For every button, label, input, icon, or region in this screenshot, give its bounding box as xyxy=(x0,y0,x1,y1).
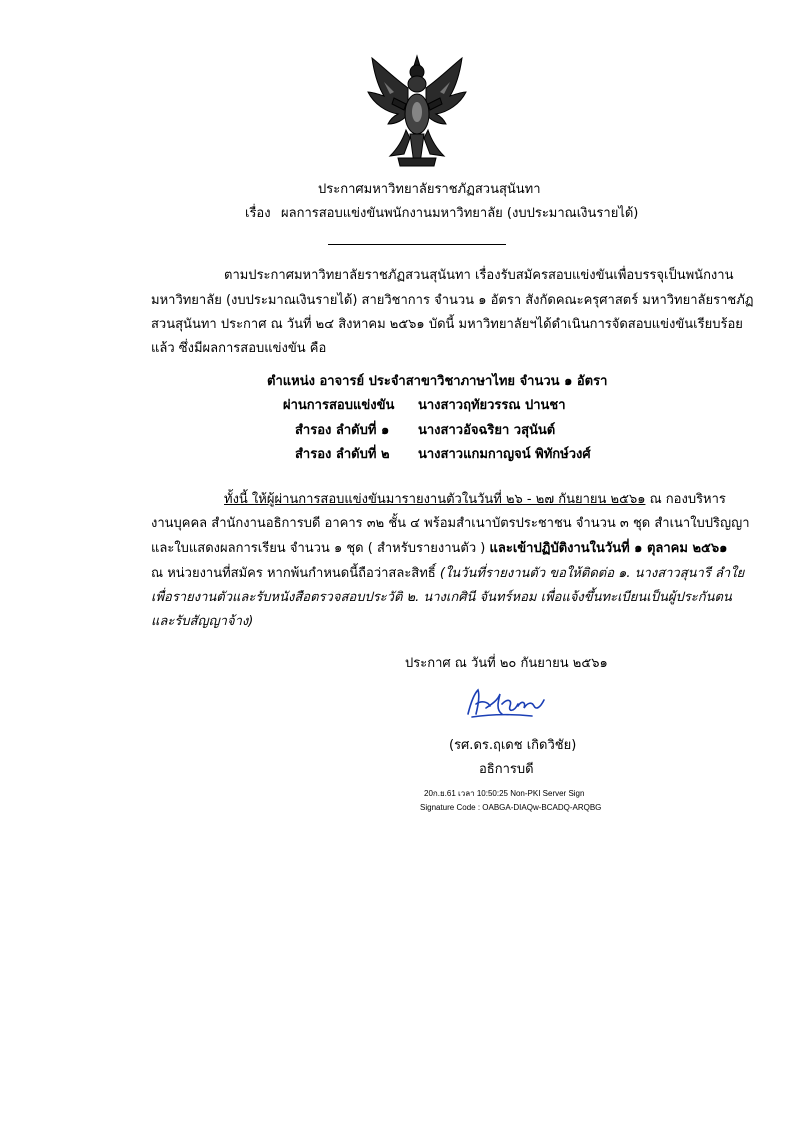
report-date-text: ทั้งนี้ ให้ผู้ผ่านการสอบแข่งขันมารายงานตัวในวันที่ ๒๖ - ๒๗ กันยายน ๒๕๖๑ xyxy=(224,492,646,507)
document-title: ประกาศมหาวิทยาลัยราชภัฏสวนสุนันทา xyxy=(318,182,541,197)
garuda-emblem-icon xyxy=(364,52,470,170)
contact-text: (ในวันที่รายงานตัว ขอให้ติดต่อ ๑. นางสาวสุนารี ลำใย xyxy=(439,566,745,581)
position-heading: ตำแหน่ง อาจารย์ ประจำสาขาวิชาภาษาไทย จำนวน ๑ อัตรา xyxy=(267,374,608,389)
forfeit-text: ณ หน่วยงานที่สมัคร หากพ้นกำหนดนี้ถือว่าสละสิทธิ์ xyxy=(151,566,436,581)
passed-name: นางสาวฤทัยวรรณ ปานชา xyxy=(418,398,566,413)
instruction-line-1 xyxy=(224,492,726,508)
reserve-1-name: นางสาวอัจฉริยา วสุนันต์ xyxy=(418,423,556,438)
instruction-line-4 xyxy=(151,566,744,582)
reserve-2-name: นางสาวแกมกาญจน์ พิทักษ์วงศ์ xyxy=(418,447,591,462)
subject-text: ผลการสอบแข่งขันพนักงานมหาวิทยาลัย (งบประมาณเงินรายได้) xyxy=(281,206,639,221)
reserve-2-label: สำรอง ลำดับที่ ๒ xyxy=(295,447,390,462)
announce-date: ประกาศ ณ วันที่ ๒๐ กันยายน ๒๕๖๑ xyxy=(405,656,608,671)
signer-title: อธิการบดี xyxy=(479,762,534,777)
passed-label: ผ่านการสอบแข่งขัน xyxy=(283,398,395,413)
reserve-1-label: สำรอง ลำดับที่ ๑ xyxy=(295,423,390,438)
instruction-line-2: งานบุคคล สำนักงานอธิการบดี อาคาร ๓๒ ชั้น ๔ พร้อมสำเนาบัตรประชาชน จำนวน ๓ ชุด สำเนาใบปริญญา xyxy=(151,516,750,531)
intro-line-1: ตามประกาศมหาวิทยาลัยราชภัฏสวนสุนันทา เรื่องรับสมัครสอบแข่งขันเพื่อบรรจุเป็นพนักงาน xyxy=(224,268,734,283)
instruction-line-5: เพื่อรายงานตัวและรับหนังสือตรวจสอบประวัติ ๒. นางเกศินี จันทร์หอม เพื่อแจ้งขึ้นทะเบียนเป็นผู้ประกันตน xyxy=(151,590,732,605)
documents-text: และใบแสดงผลการเรียน จำนวน ๑ ชุด ( สำหรับรายงานตัว ) xyxy=(151,541,486,556)
intro-line-2: มหาวิทยาลัย (งบประมาณเงินรายได้) สายวิชาการ จำนวน ๑ อัตรา สังกัดคณะครุศาสตร์ มหาวิทยาลัยราชภัฏ xyxy=(151,293,754,308)
report-location-text: ณ กองบริหาร xyxy=(649,492,726,507)
intro-line-4: แล้ว ซึ่งมีผลการสอบแข่งขัน คือ xyxy=(151,341,327,356)
start-date-text: และเข้าปฏิบัติงานในวันที่ ๑ ตุลาคม ๒๕๖๑ xyxy=(489,541,728,556)
intro-line-3: สวนสุนันทา ประกาศ ณ วันที่ ๒๔ สิงหาคม ๒๕๖๑ บัดนี้ มหาวิทยาลัยฯได้ดำเนินการจัดสอบแข่งขันเรียบร้อย xyxy=(151,317,743,332)
handwritten-signature xyxy=(462,684,552,724)
header-divider xyxy=(328,244,506,245)
subject-label: เรื่อง xyxy=(245,206,271,221)
signer-name: (รศ.ดร.ฤเดช เกิดวิชัย) xyxy=(449,738,577,753)
instruction-line-3 xyxy=(151,541,727,557)
signature-code: Signature Code : OABGA-DIAQw-BCADQ-ARQBG xyxy=(420,803,602,812)
instruction-line-6: และรับสัญญาจ้าง) xyxy=(151,614,254,629)
digital-sign-info: 20ก.ย.61 เวลา 10:50:25 Non-PKI Server Sign xyxy=(424,789,585,798)
